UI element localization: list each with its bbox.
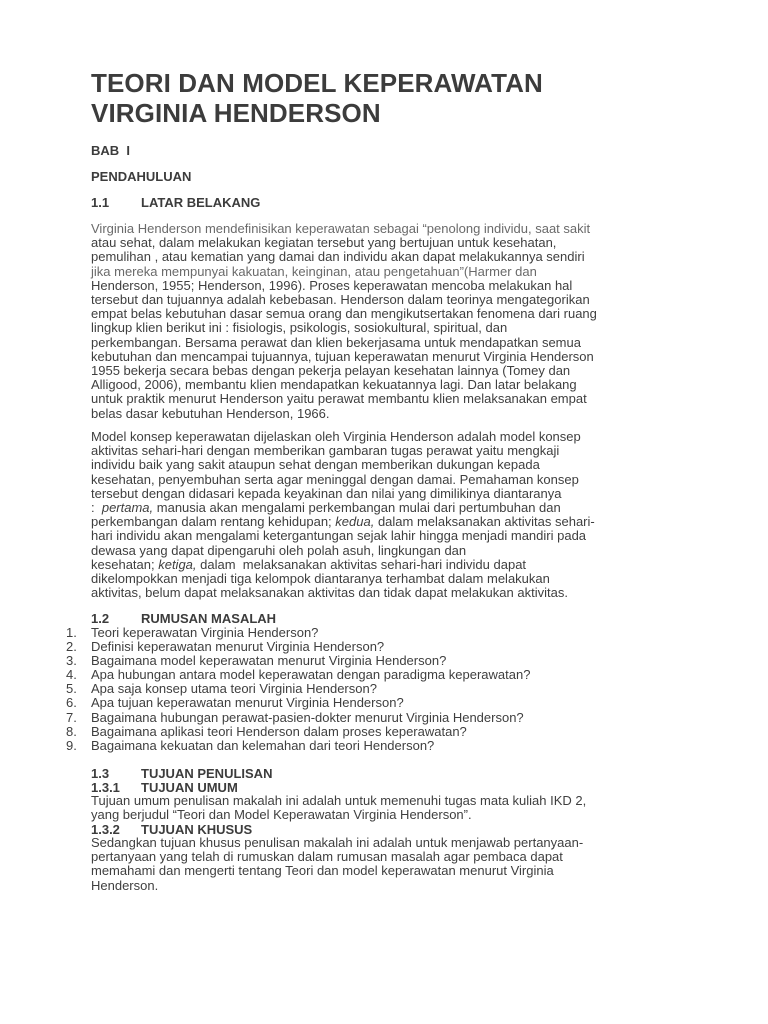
section-1-2-heading xyxy=(91,611,276,626)
text-line: memahami dan mengerti tentang Teori dan model keperawatan menurut Virginia xyxy=(91,863,554,879)
list-item xyxy=(66,682,530,696)
text-line: belas dasar kebutuhan Henderson, 1966. xyxy=(91,405,330,421)
text-line: individu baik yang sakit ataupun sehat dengan memberikan dukungan kepada xyxy=(91,457,540,473)
section-title: LATAR BELAKANG xyxy=(141,195,261,210)
text-line: Virginia Henderson mendefinisikan keperawatan sebagai “penolong individu, saat sakit xyxy=(91,221,591,236)
section-title: TUJUAN PENULISAN xyxy=(141,766,273,781)
section-1-1-heading xyxy=(91,195,260,210)
section-number: 1.3 xyxy=(91,766,110,781)
list-number: 8. xyxy=(66,723,77,739)
text-segment: manusia akan mengalami perkembangan mulai dari pertumbuhan dan xyxy=(153,500,561,516)
list-text: Apa tujuan keperawatan menurut Virginia Henderson? xyxy=(91,695,404,711)
text-line xyxy=(91,558,681,572)
title-line-2: VIRGINIA HENDERSON xyxy=(91,98,381,128)
text-line: jika mereka mempunyai kakuatan, keinginan, atau pengetahuan”(Harmer dan xyxy=(91,263,537,279)
section-title: RUMUSAN MASALAH xyxy=(141,611,277,626)
list-number: 7. xyxy=(66,709,77,725)
list-text: Definisi keperawatan menurut Virginia Henderson? xyxy=(91,639,385,655)
text-line: Henderson, 1955; Henderson, 1996). Proses keperawatan mencoba melakukan hal xyxy=(91,277,573,293)
document-title xyxy=(91,68,731,128)
text-segment: dalam melaksanakan aktivitas sehari-hari individu dapat xyxy=(196,556,527,572)
paragraph-latar-belakang-1 xyxy=(91,222,681,421)
section-number: 1.1 xyxy=(91,195,110,210)
text-line: Model konsep keperawatan dijelaskan oleh Virginia Henderson adalah model konsep xyxy=(91,429,581,444)
text-line: aktivitas sehari-hari dengan memberikan gambaran tugas perawat yaitu mengkaji xyxy=(91,443,560,459)
section-number: 1.3.1 xyxy=(91,780,120,795)
text-line: atau sehat, dalam melakukan kegiatan tersebut yang bertujuan untuk kesehatan, xyxy=(91,235,557,251)
list-text: Bagaimana aplikasi teori Henderson dalam proses keperawatan? xyxy=(91,723,467,739)
italic-term: ketiga, xyxy=(158,556,197,572)
italic-term: pertama, xyxy=(101,500,154,516)
section-title: TUJUAN KHUSUS xyxy=(141,822,253,837)
list-number: 5. xyxy=(66,681,77,697)
list-number: 2. xyxy=(66,639,77,655)
text-line: aktivitas, belum dapat melaksanakan aktivitas dan tidak dapat melakukan aktivitas. xyxy=(91,585,568,601)
chapter-label: BAB I xyxy=(91,143,130,158)
text-segment: : xyxy=(91,500,102,516)
text-line: pertanyaan yang telah di rumuskan dalam rumusan masalah agar pembaca dapat xyxy=(91,849,563,865)
list-item xyxy=(66,725,530,739)
text-line: kesehatan, penyembuhan serta agar meninggal dengan damai. Pemahaman konsep xyxy=(91,471,579,487)
list-text: Bagaimana model keperawatan menurut Virginia Henderson? xyxy=(91,653,447,669)
list-text: Bagaimana hubungan perawat-pasien-dokter menurut Virginia Henderson? xyxy=(91,709,524,725)
rumusan-masalah-list xyxy=(66,626,530,753)
section-title: TUJUAN UMUM xyxy=(141,780,238,795)
list-number: 9. xyxy=(66,737,77,753)
list-item xyxy=(66,739,530,753)
text-line: tersebut dan tujuannya adalah kebebasan. Henderson dalam teorinya mengategorikan xyxy=(91,292,590,308)
text-segment: perkembangan dalam rentang kehidupan; xyxy=(91,514,336,530)
paragraph-tujuan-khusus xyxy=(91,836,681,893)
list-item xyxy=(66,654,530,668)
tujuan-umum-line-1: Tujuan umum penulisan makalah ini adalah untuk memenuhi tugas mata kuliah IKD 2, xyxy=(91,793,587,808)
chapter-title: PENDAHULUAN xyxy=(91,169,192,184)
text-segment: kesehatan; xyxy=(91,556,159,572)
text-line xyxy=(91,515,681,529)
text-line xyxy=(91,501,681,515)
section-number: 1.3.2 xyxy=(91,822,120,837)
section-1-3-heading xyxy=(91,766,272,781)
list-number: 3. xyxy=(66,653,77,669)
text-segment: dalam melaksanakan aktivitas sehari- xyxy=(374,514,595,530)
text-line: lingkup klien berikut ini : fisiologis, psikologis, sosiokultural, spiritual, dan xyxy=(91,320,508,336)
text-line: Alligood, 2006), membantu klien mendapatkan kekuatannya lagi. Dan latar belakang xyxy=(91,377,577,393)
text-line: Sedangkan tujuan khusus penulisan makalah ini adalah untuk menjawab pertanyaan- xyxy=(91,835,584,850)
list-number: 4. xyxy=(66,667,77,683)
text-line: 1955 bekerja secara bebas dengan pekerja pelayan kesehatan lainnya (Tomey dan xyxy=(91,363,571,379)
text-line: hari individu akan mengalami ketergantungan sejak lahir hingga menjadi mandiri pada xyxy=(91,528,587,544)
list-item xyxy=(66,668,530,682)
text-line: Henderson. xyxy=(91,877,159,893)
text-line: kebutuhan dan mencampai tujuannya, tujuan keperawatan menurut Virginia Henderson xyxy=(91,348,594,364)
text-line: pemulihan , atau kematian yang damai dan individu akan dapat melakukannya sendiri xyxy=(91,249,585,265)
title-line-1: TEORI DAN MODEL KEPERAWATAN xyxy=(91,68,543,98)
text-line: untuk praktik menurut Henderson yaitu perawat membantu klien melaksanakan empat xyxy=(91,391,587,407)
paragraph-latar-belakang-2 xyxy=(91,430,681,600)
section-number: 1.2 xyxy=(91,611,110,626)
list-text: Apa hubungan antara model keperawatan dengan paradigma keperawatan? xyxy=(91,667,531,683)
text-line: perkembangan. Bersama perawat dan klien bekerjasama untuk mendapatkan semua xyxy=(91,334,581,350)
tujuan-umum-line-2: yang berjudul “Teori dan Model Keperawatan Virginia Henderson”. xyxy=(91,807,472,822)
text-line: empat belas kebutuhan dasar semua orang dan mengikutsertakan fenomena dari ruang xyxy=(91,306,597,322)
list-item xyxy=(66,711,530,725)
list-item xyxy=(66,626,530,640)
list-text: Apa saja konsep utama teori Virginia Henderson? xyxy=(91,681,377,697)
text-line: dewasa yang dapat dipengaruhi oleh polah asuh, lingkungan dan xyxy=(91,542,467,558)
text-line: dikelompokkan menjadi tiga kelompok diantaranya terhambat dalam melakukan xyxy=(91,571,550,587)
list-item xyxy=(66,640,530,654)
list-item xyxy=(66,696,530,710)
italic-term: kedua, xyxy=(335,514,375,530)
list-text: Teori keperawatan Virginia Henderson? xyxy=(91,625,319,640)
list-number: 1. xyxy=(66,625,77,640)
list-text: Bagaimana kekuatan dan kelemahan dari teori Henderson? xyxy=(91,737,435,753)
list-number: 6. xyxy=(66,695,77,711)
text-line: tersebut dengan didasari kepada keyakinan dan nilai yang dimilikinya diantaranya xyxy=(91,485,562,501)
